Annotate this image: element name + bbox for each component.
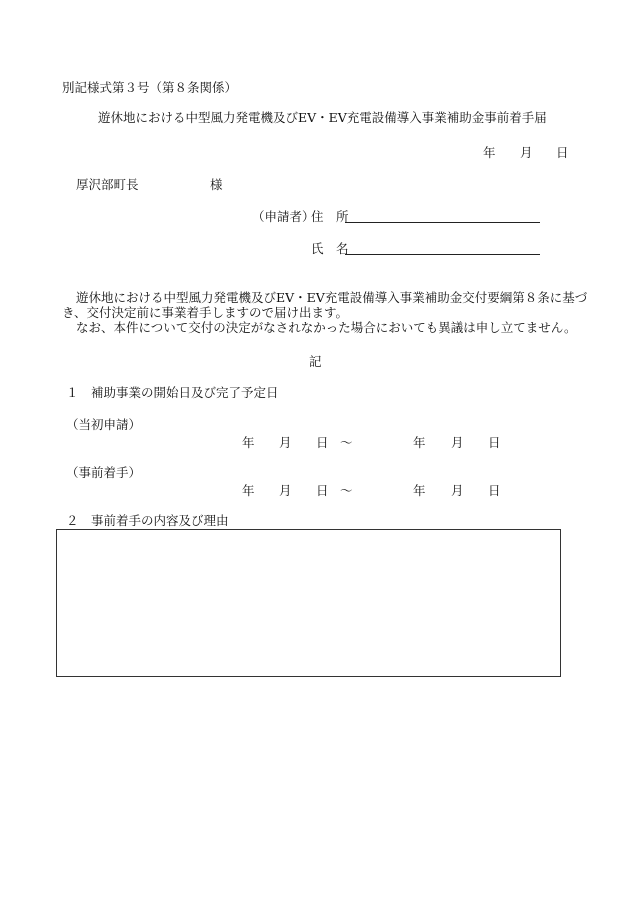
end-day: 日 — [488, 483, 501, 498]
name-label: 氏 名 — [311, 241, 349, 256]
note-heading: 記 — [309, 354, 322, 369]
document-title: 遊休地における中型風力発電機及びEV・EV充電設備導入事業補助金事前着手届 — [98, 110, 547, 125]
reason-textbox[interactable] — [56, 529, 561, 677]
start-year: 年 — [242, 483, 255, 498]
form-number: 別記様式第３号（第８条関係） — [62, 80, 238, 95]
addressee-name: 厚沢部町長 — [76, 177, 139, 192]
date-month: 月 — [520, 145, 533, 160]
section-2-heading: ２ 事前着手の内容及び理由 — [66, 513, 229, 528]
body-line-1: 遊休地における中型風力発電機及びEV・EV充電設備導入事業補助金交付要綱第８条に基づ — [76, 290, 588, 305]
date-day: 日 — [556, 145, 569, 160]
section-1-heading: １ 補助事業の開始日及び完了予定日 — [66, 385, 279, 400]
applicant-label: （申請者） — [252, 209, 315, 224]
end-month: 月 — [451, 483, 464, 498]
body-line-3: なお、本件について交付の決定がなされなかった場合においても異議は申し立てません。 — [76, 320, 577, 335]
period-tilde: ～ — [340, 483, 353, 498]
date-year: 年 — [483, 145, 496, 160]
end-day: 日 — [488, 435, 501, 450]
body-line-2: き、交付決定前に事業着手しますので届け出ます。 — [62, 305, 349, 320]
start-month: 月 — [279, 435, 292, 450]
address-label: 住 所 — [311, 209, 349, 224]
advance-start-label: （事前着手） — [66, 465, 142, 480]
start-day: 日 — [316, 435, 329, 450]
name-field[interactable] — [345, 240, 540, 255]
addressee-honorific: 様 — [210, 177, 223, 192]
start-day: 日 — [316, 483, 329, 498]
end-year: 年 — [413, 483, 426, 498]
address-field[interactable] — [345, 208, 540, 223]
start-year: 年 — [242, 435, 255, 450]
initial-application-label: （当初申請） — [66, 417, 142, 432]
end-year: 年 — [413, 435, 426, 450]
end-month: 月 — [451, 435, 464, 450]
start-month: 月 — [279, 483, 292, 498]
period-tilde: ～ — [340, 435, 353, 450]
